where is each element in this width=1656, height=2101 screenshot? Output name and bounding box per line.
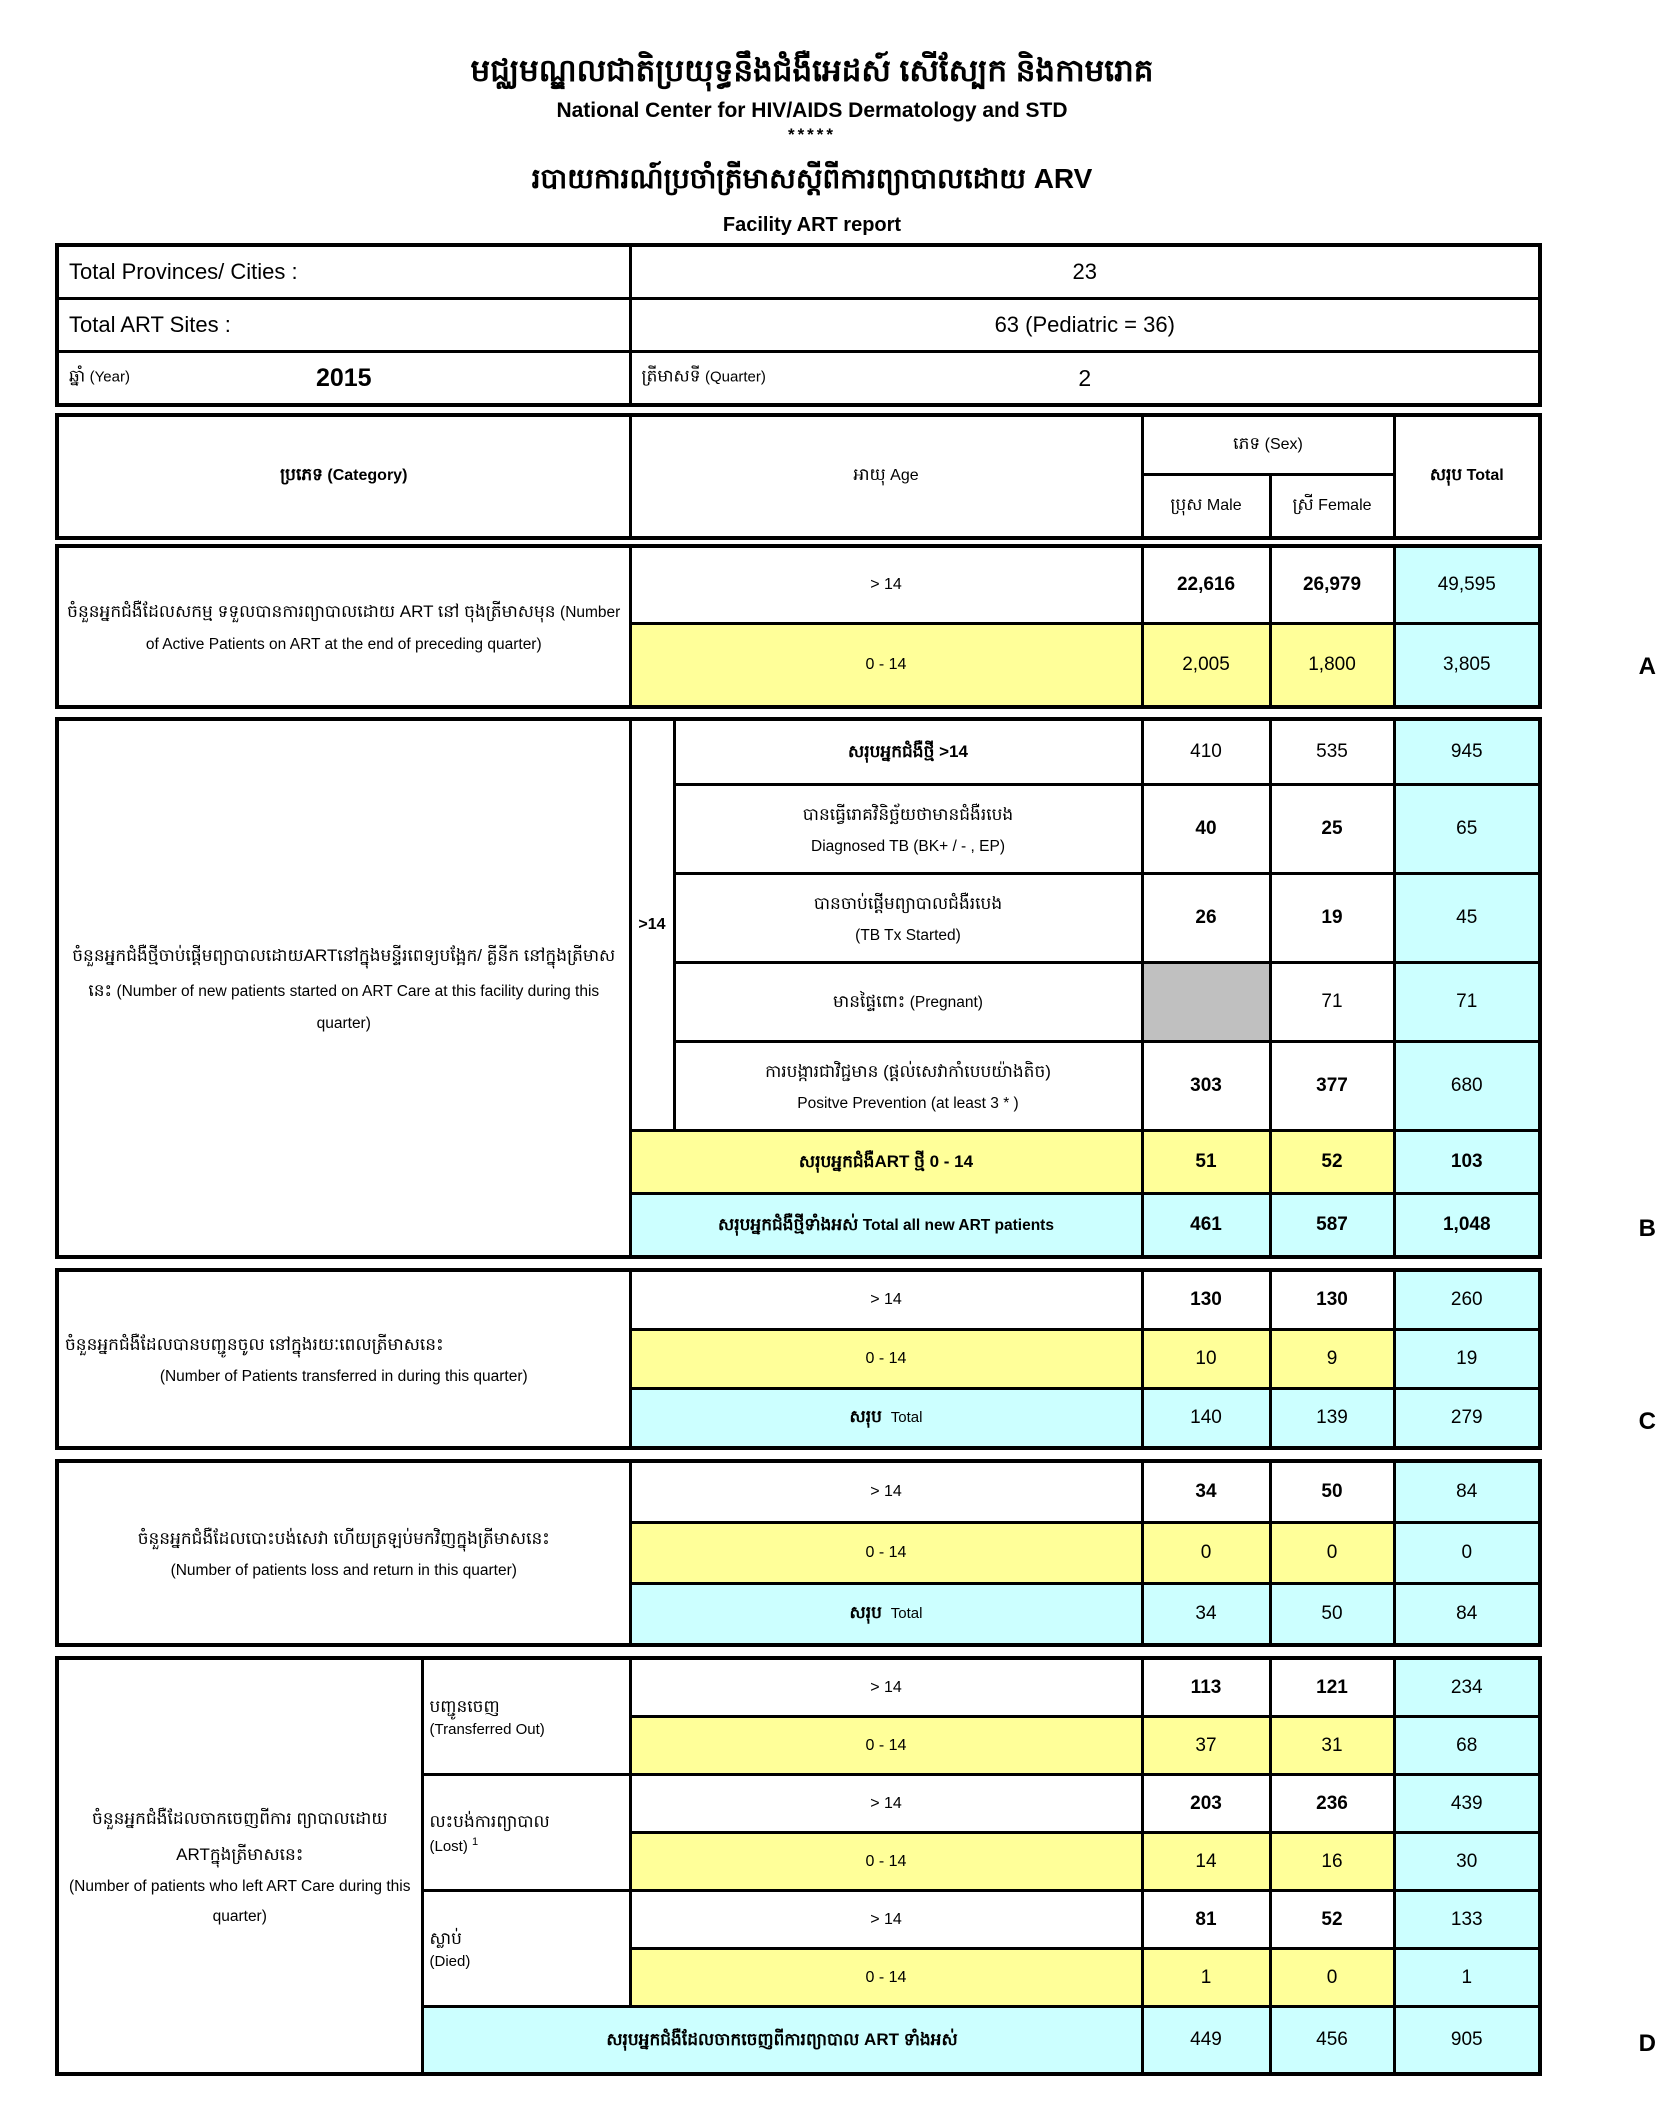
total-value: 45 (1394, 874, 1540, 963)
year-cell (57, 352, 630, 406)
year-quarter-row (57, 352, 1540, 406)
male-value: 81 (1142, 1891, 1270, 1949)
age-cell: 0 - 14 (630, 1949, 1142, 2007)
male-value-blocked (1142, 963, 1270, 1042)
female-value: 50 (1270, 1584, 1394, 1646)
lost-footnote-mark: 1 (472, 1835, 479, 1848)
female-value: 121 (1270, 1658, 1394, 1717)
female-value: 9 (1270, 1330, 1394, 1389)
subtotal-label: សរុបអ្នកជំងឺART ថ្មី 0 - 14 (630, 1131, 1142, 1194)
section-a-category: ចំនួនអ្នកជំងឺដែលសកម្ម ទទួលបានការព្យាបាលដោយ ART នៅ ចុងត្រីមាសមុន (Number of Active Patients on ART at the end of preceding quarter) (57, 546, 630, 707)
table-row (57, 1658, 1540, 1717)
age-cell: 0 - 14 (630, 1717, 1142, 1775)
male-value: 22,616 (1142, 546, 1270, 624)
provinces-value: 23 (630, 245, 1540, 299)
column-header-table (55, 413, 1542, 540)
male-value: 34 (1142, 1461, 1270, 1523)
total-value: 65 (1394, 785, 1540, 874)
total-value: 19 (1394, 1330, 1540, 1389)
male-value: 140 (1142, 1389, 1270, 1449)
female-value: 52 (1270, 1131, 1394, 1194)
quarter-value: 2 (1078, 364, 1092, 391)
age-cell: 0 - 14 (630, 624, 1142, 708)
total-value: 68 (1394, 1717, 1540, 1775)
quarter-cell (630, 352, 1540, 406)
section-b-wrap (0, 717, 1656, 1259)
age-group-cell: >14 (630, 719, 674, 1131)
age-header: អាយុ Age (630, 415, 1142, 538)
female-value: 0 (1270, 1949, 1394, 2007)
total-value: 71 (1394, 963, 1540, 1042)
section-c-marker: C (1638, 1408, 1656, 1436)
male-value: 37 (1142, 1717, 1270, 1775)
org-title-khmer: មជ្ឈមណ្ឌលជាតិប្រយុទ្ធនឹងជំងឺអេដស៍ សើស្បែក និងកាមរោគ (470, 53, 1154, 88)
report-title: Facility ART report (722, 214, 902, 237)
total-value: 680 (1394, 1042, 1540, 1131)
age-cell: 0 - 14 (630, 1523, 1142, 1584)
section-a-wrap (0, 544, 1656, 709)
female-value: 26,979 (1270, 546, 1394, 624)
org-title-english: National Center for HIV/AIDS Dermatology and STD (556, 99, 1068, 123)
section-loss-return-table (55, 1459, 1542, 1647)
sub-lost: លះបង់ការព្យាបាល (Lost) $^1$ (422, 1775, 630, 1891)
section-b-table (55, 717, 1542, 1259)
section-d-table (55, 1656, 1542, 2076)
art-sites-row (57, 299, 1540, 352)
male-value: 14 (1142, 1833, 1270, 1891)
table-row (57, 1270, 1540, 1330)
sex-header: ភេទ (Sex) (1142, 415, 1394, 475)
section-c-category: ចំនួនអ្នកជំងឺដែលបានបញ្ជូនចូល នៅក្នុងរយៈពេលត្រីមាសនេះ (Number of Patients transferred in during this quarter) (57, 1270, 630, 1448)
total-value: 103 (1394, 1131, 1540, 1194)
male-value: 10 (1142, 1330, 1270, 1389)
male-value: 26 (1142, 874, 1270, 963)
total-value: 439 (1394, 1775, 1540, 1833)
total-value: 84 (1394, 1584, 1540, 1646)
row-label: បានធ្វើរោគវិនិច្ឆ័យថាមានជំងឺរបេង Diagnosed TB (BK+ / - , EP) (674, 785, 1142, 874)
section-d-marker: D (1638, 2030, 1656, 2058)
table-row (57, 546, 1540, 624)
female-value: 1,800 (1270, 624, 1394, 708)
total-header: សរុប Total (1394, 415, 1540, 538)
male-value: 203 (1142, 1775, 1270, 1833)
female-value: 52 (1270, 1891, 1394, 1949)
female-value: 71 (1270, 963, 1394, 1042)
age-cell: > 14 (630, 1658, 1142, 1717)
female-value: 456 (1270, 2007, 1394, 2075)
age-cell: 0 - 14 (630, 1330, 1142, 1389)
female-value: 587 (1270, 1194, 1394, 1258)
info-table-wrap (0, 243, 1624, 407)
male-value: 34 (1142, 1584, 1270, 1646)
section-b-category: ចំនួនអ្នកជំងឺថ្មីចាប់ផ្តើមព្យាបាលដោយARTនៅក្នុងមន្ទីរពេទ្យបង្អែក/ គ្លីនីក នៅក្នុងត្រីមាសនេះ (Number of new patients started on ART Care at this facility during this quarter) (57, 719, 630, 1257)
year-label: ឆ្នាំ (Year) (69, 366, 130, 386)
female-value: 535 (1270, 719, 1394, 785)
section-loss-return-wrap (0, 1459, 1624, 1647)
year-value: 2015 (315, 363, 372, 392)
male-value: 461 (1142, 1194, 1270, 1258)
section-b-marker: B (1638, 1215, 1656, 1243)
age-cell: > 14 (630, 546, 1142, 624)
female-value: 236 (1270, 1775, 1394, 1833)
female-value: 130 (1270, 1270, 1394, 1330)
column-header-wrap (0, 413, 1624, 540)
table-row (57, 719, 1540, 785)
male-value: 1 (1142, 1949, 1270, 2007)
section-loss-return-category: ចំនួនអ្នកជំងឺដែលបោះបង់សេវា ហើយត្រឡប់មកវិញក្នុងត្រីមាសនេះ (Number of patients loss and return in this quarter) (57, 1461, 630, 1645)
female-header: ស្រី Female (1270, 475, 1394, 539)
age-cell: > 14 (630, 1891, 1142, 1949)
male-header: ប្រុស Male (1142, 475, 1270, 539)
total-value: 234 (1394, 1658, 1540, 1717)
row-label: សរុបអ្នកជំងឺថ្មី >14 (674, 719, 1142, 785)
female-value: 19 (1270, 874, 1394, 963)
quarter-label: ត្រីមាសទី (Quarter) (641, 366, 766, 386)
category-header: ប្រភេទ (Category) (57, 415, 630, 538)
male-value: 40 (1142, 785, 1270, 874)
total-value: 49,595 (1394, 546, 1540, 624)
male-value: 113 (1142, 1658, 1270, 1717)
total-value: 945 (1394, 719, 1540, 785)
age-cell: > 14 (630, 1775, 1142, 1833)
header-row-top (57, 415, 1540, 475)
row-label: មានផ្ទៃពោះ (Pregnant) (674, 963, 1142, 1042)
age-cell: 0 - 14 (630, 1833, 1142, 1891)
male-value: 2,005 (1142, 624, 1270, 708)
total-value: 3,805 (1394, 624, 1540, 708)
stars-divider: ***** (787, 125, 837, 145)
total-value: 133 (1394, 1891, 1540, 1949)
female-value: 25 (1270, 785, 1394, 874)
total-value: 0 (1394, 1523, 1540, 1584)
female-value: 0 (1270, 1523, 1394, 1584)
table-row (57, 1461, 1540, 1523)
total-value: 279 (1394, 1389, 1540, 1449)
art-sites-label: Total ART Sites : (57, 299, 630, 352)
total-label: សរុបអ្នកជំងឺដែលចាកចេញពីការព្យាបាល ART ទាំងអស់ (422, 2007, 1142, 2075)
section-c-wrap (0, 1268, 1656, 1450)
sub-died: ស្លាប់ (Died) (422, 1891, 630, 2007)
total-value: 905 (1394, 2007, 1540, 2075)
age-cell: > 14 (630, 1461, 1142, 1523)
info-table (55, 243, 1542, 407)
provinces-row (57, 245, 1540, 299)
female-value: 139 (1270, 1389, 1394, 1449)
total-label: សរុប Total (630, 1389, 1142, 1449)
total-value: 260 (1394, 1270, 1540, 1330)
total-label: សរុប Total (630, 1584, 1142, 1646)
report-header (0, 0, 1624, 237)
section-d-wrap (0, 1656, 1656, 2076)
report-subtitle-khmer: របាយការណ៍ប្រចាំត្រីមាសស្តីពីការព្យាបាលដោយ ARV (531, 163, 1093, 195)
female-value: 377 (1270, 1042, 1394, 1131)
section-a-marker: A (1638, 653, 1656, 681)
total-value: 1,048 (1394, 1194, 1540, 1258)
age-cell: > 14 (630, 1270, 1142, 1330)
total-value: 1 (1394, 1949, 1540, 2007)
sub-transferred-out: បញ្ជូនចេញ (Transferred Out) (422, 1658, 630, 1775)
art-sites-value: 63 (Pediatric = 36) (630, 299, 1540, 352)
male-value: 51 (1142, 1131, 1270, 1194)
male-value: 410 (1142, 719, 1270, 785)
female-value: 16 (1270, 1833, 1394, 1891)
section-d-category: ចំនួនអ្នកជំងឺដែលចាកចេញពីការ ព្យាបាលដោយ ARTក្នុងត្រីមាសនេះ (Number of patients who left ART Care during this quarter) (57, 1658, 422, 2074)
row-label: បានចាប់ផ្តើមព្យាបាលជំងឺរបេង (TB Tx Started) (674, 874, 1142, 963)
total-label: សរុបអ្នកជំងឺថ្មីទាំងអស់ Total all new ART patients (630, 1194, 1142, 1258)
male-value: 0 (1142, 1523, 1270, 1584)
provinces-label: Total Provinces/ Cities : (57, 245, 630, 299)
female-value: 31 (1270, 1717, 1394, 1775)
section-c-table (55, 1268, 1542, 1450)
row-label: ការបង្ការជាវិជ្ជមាន (ផ្តល់សេវាកាំបេបយ៉ាងតិច) Positve Prevention (at least 3 * ) (674, 1042, 1142, 1131)
male-value: 130 (1142, 1270, 1270, 1330)
male-value: 303 (1142, 1042, 1270, 1131)
total-value: 84 (1394, 1461, 1540, 1523)
section-a-table (55, 544, 1542, 709)
male-value: 449 (1142, 2007, 1270, 2075)
total-value: 30 (1394, 1833, 1540, 1891)
female-value: 50 (1270, 1461, 1394, 1523)
